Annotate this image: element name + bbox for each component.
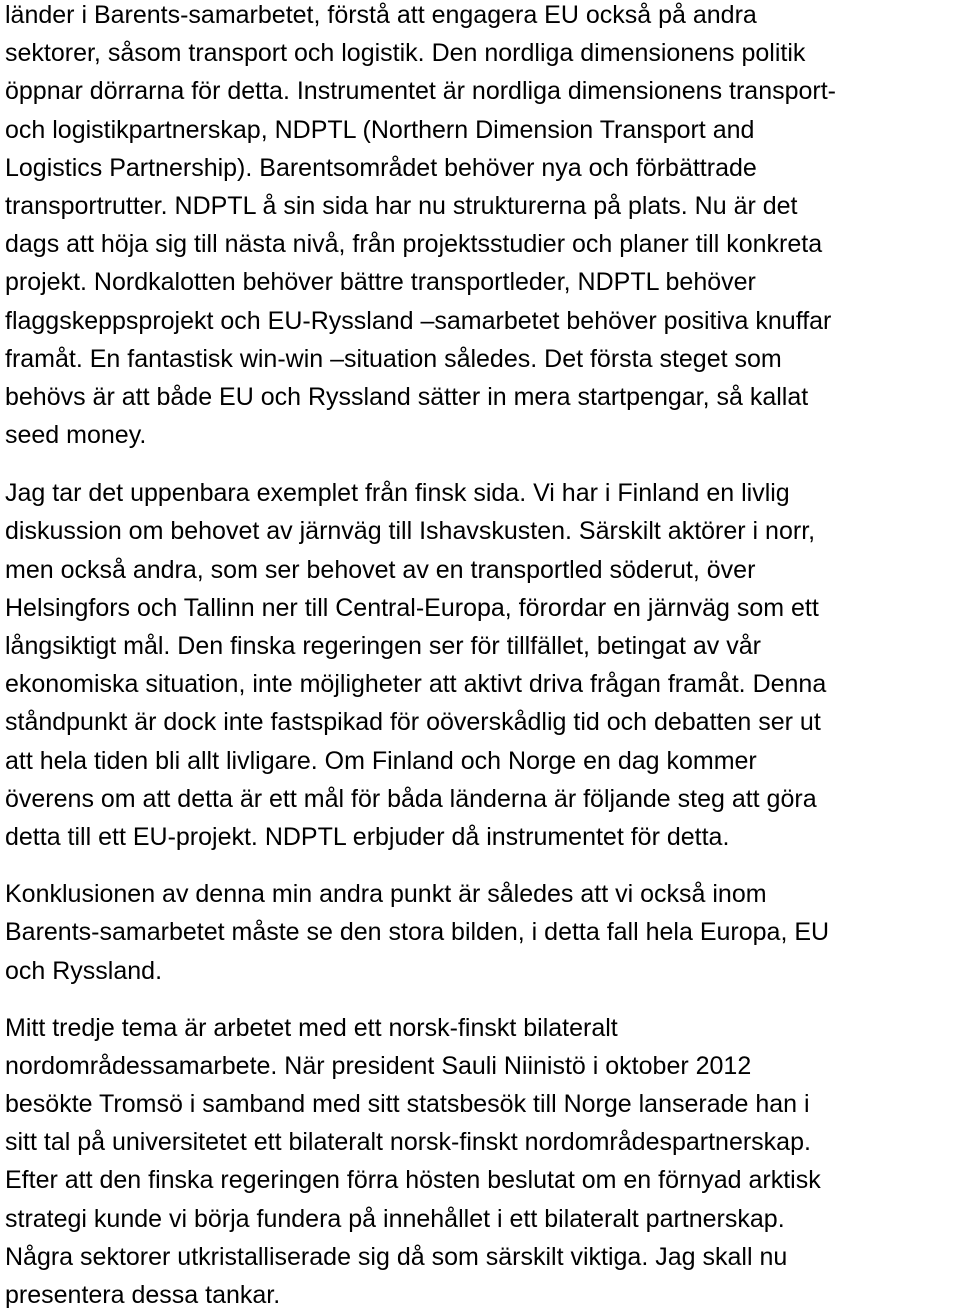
text-line: sektorer, såsom transport och logistik. Den nordliga dimensionens politik (5, 39, 806, 68)
text-line: men också andra, som ser behovet av en transportled söderut, över (5, 555, 756, 584)
text-line: diskussion om behovet av järnväg till Ishavskusten. Särskilt aktörer i norr, (5, 517, 816, 546)
text-line: att hela tiden bli allt livligare. Om Finland och Norge en dag kommer (5, 746, 757, 775)
text-line: och logistikpartnerskap, NDPTL (Northern Dimension Transport and (5, 115, 755, 144)
text-line: sitt tal på universitetet ett bilateralt norsk-finskt nordområdespartnerskap. (5, 1128, 811, 1157)
text-line: detta till ett EU-projekt. NDPTL erbjuder då instrumentet för detta. (5, 822, 730, 851)
text-line: Efter att den finska regeringen förra hösten beslutat om en förnyad arktisk (5, 1166, 821, 1195)
text-line: ståndpunkt är dock inte fastspikad för oöverskådlig tid och debatten ser ut (5, 708, 821, 737)
text-line: framåt. En fantastisk win-win –situation således. Det första steget som (5, 344, 782, 373)
text-line: behövs är att både EU och Ryssland sätter in mera startpengar, så kallat (5, 382, 809, 411)
text-line: Barents-samarbetet måste se den stora bilden, i detta fall hela Europa, EU (5, 918, 830, 947)
text-line: dags att höja sig till nästa nivå, från projektsstudier och planer till konkreta (5, 230, 823, 259)
text-line: överens om att detta är ett mål för båda länderna är följande steg att göra (5, 784, 817, 813)
paragraph-1 (5, 0, 960, 454)
text-line: presentera dessa tankar. (5, 1281, 281, 1309)
paragraph-3 (5, 875, 960, 990)
text-line: Konklusionen av denna min andra punkt är således att vi också inom (5, 880, 767, 909)
text-line: Jag tar det uppenbara exemplet från finsk sida. Vi har i Finland en livlig (5, 479, 790, 508)
text-line: länder i Barents-samarbetet, förstå att engagera EU också på andra (5, 1, 757, 29)
text-line: ekonomiska situation, inte möjligheter att aktivt driva frågan framåt. Denna (5, 670, 827, 699)
text-line: Helsingfors och Tallinn ner till Central-Europa, förordar en järnväg som ett (5, 593, 819, 622)
text-line: flaggskeppsprojekt och EU-Ryssland –samarbetet behöver positiva knuffar (5, 306, 832, 335)
text-line: seed money. (5, 421, 147, 450)
text-line: strategi kunde vi börja fundera på innehållet i ett bilateralt partnerskap. (5, 1204, 785, 1233)
text-line: Logistics Partnership). Barentsområdet behöver nya och förbättrade (5, 153, 757, 182)
text-line: Några sektorer utkristalliserade sig då som särskilt viktiga. Jag skall nu (5, 1242, 788, 1271)
text-line: projekt. Nordkalotten behöver bättre transportleder, NDPTL behöver (5, 268, 756, 297)
text-line: transportrutter. NDPTL å sin sida har nu strukturerna på plats. Nu är det (5, 191, 798, 220)
paragraph-4 (5, 1009, 960, 1314)
text-line: Mitt tredje tema är arbetet med ett norsk-finskt bilateralt (5, 1013, 618, 1042)
text-line: öppnar dörrarna för detta. Instrumentet är nordliga dimensionens transport- (5, 77, 837, 106)
text-line: långsiktigt mål. Den finska regeringen ser för tillfället, betingat av vår (5, 632, 761, 660)
text-line: besökte Tromsö i samband med sitt statsbesök till Norge lanserade han i (5, 1090, 810, 1119)
text-line: och Ryssland. (5, 956, 163, 985)
text-line: nordområdessamarbete. När president Sauli Niinistö i oktober 2012 (5, 1051, 752, 1080)
paragraph-2 (5, 474, 960, 856)
